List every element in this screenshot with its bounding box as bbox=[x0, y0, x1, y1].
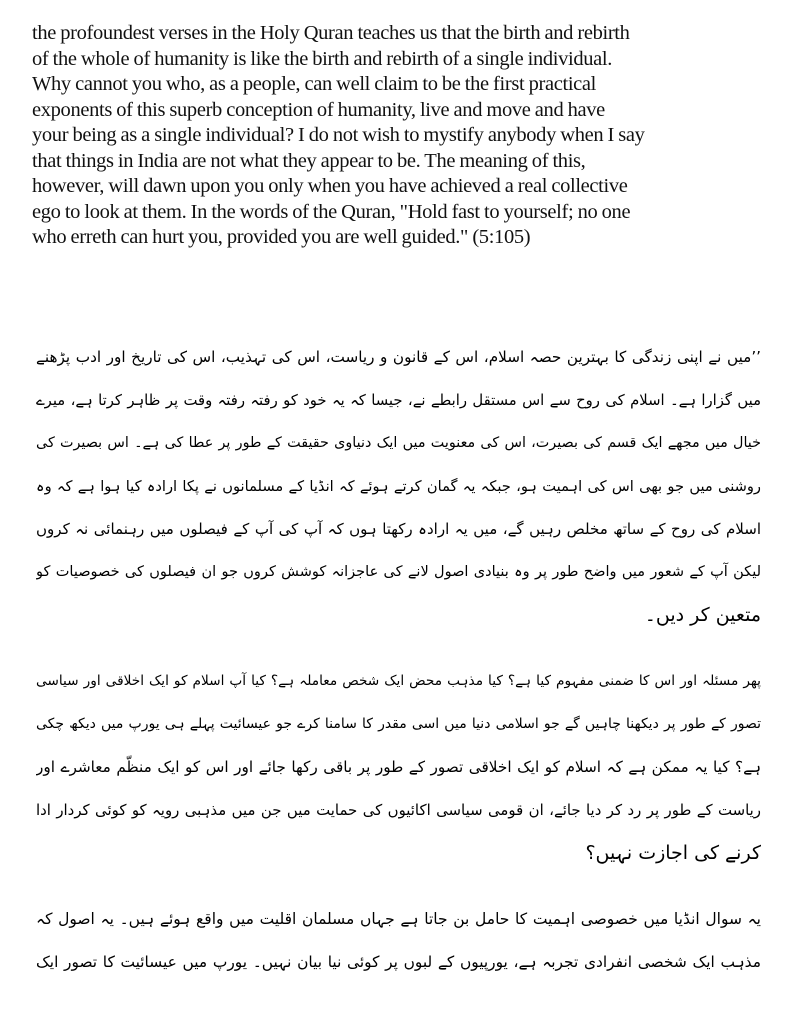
urdu-line: روشنی میں جو بھی اس کی اہمیت ہو، جبکہ یہ گمان کرتے ہوئے کہ انڈیا کے مسلمانوں نے پکا ارادہ کیا ہوا ہے کہ وہ bbox=[36, 478, 761, 495]
urdu-line: ہے؟ کیا یہ ممکن ہے کہ اسلام کو ایک اخلاقی تصور کے طور پر باقی رکھا جائے اور اس کو ایک منظّم معاشرے اور bbox=[36, 758, 761, 776]
english-line: your being as a single individual? I do not wish to mystify anybody when I say bbox=[32, 124, 645, 146]
english-line: ego to look at them. In the words of the Quran, "Hold fast to yourself; no one bbox=[32, 200, 631, 223]
urdu-line: ریاست کے طور پر رد کر دیا جائے، ان قومی سیاسی اکائیوں کی حمایت میں جن میں مذہبی رویہ کو کوئی کردار ادا bbox=[36, 801, 761, 819]
english-line: exponents of this superb conception of humanity, live and move and have bbox=[32, 98, 605, 121]
urdu-line: ’’میں نے اپنی زندگی کا بہترین حصہ اسلام، اس کے قانون و ریاست، اس کی تہذیب، اس کی تاریخ اور ادب پڑھنے bbox=[36, 348, 761, 366]
english-line: the profoundest verses in the Holy Quran teaches us that the birth and rebirth bbox=[32, 22, 630, 44]
urdu-line: پھر مسئلہ اور اس کا ضمنی مفہوم کیا ہے؟ کیا مذہب محض ایک شخص معاملہ ہے؟ کیا آپ اسلام کو ایک اخلاقی اور سیاسی bbox=[36, 673, 761, 689]
urdu-paragraph-2 bbox=[36, 660, 761, 875]
english-line: Why cannot you who, as a people, can well claim to be the first practical bbox=[32, 73, 597, 95]
english-line: who erreth can hurt you, provided you are well guided." (5:105) bbox=[32, 226, 531, 248]
urdu-line: مذہب ایک شخصی انفرادی تجربہ ہے، یورپیوں کے لبوں پر کوئی نیا بیان نہیں۔ یورپ میں عیسائیت کا تصور ایک bbox=[36, 953, 761, 971]
english-line: however, will dawn upon you only when you have achieved a real collective bbox=[32, 175, 628, 197]
urdu-line: متعین کر دیں۔ bbox=[644, 604, 761, 626]
urdu-line: لیکن آپ کے شعور میں واضح طور پر وہ بنیادی اصول لانے کی عاجزانہ کوشش کروں جو ان فیصلوں کی خصوصیات کو bbox=[36, 564, 761, 580]
urdu-line: کرنے کی اجازت نہیں؟ bbox=[585, 842, 761, 864]
urdu-line: اسلام کی روح کے ساتھ مخلص رہیں گے، میں یہ ارادہ رکھتا ہوں کہ آپ کی آپ کے فیصلوں میں رہنمائی نہ کروں bbox=[36, 520, 761, 538]
english-line: of the whole of humanity is like the birth and rebirth of a single individual. bbox=[32, 47, 612, 70]
urdu-line: یہ سوال انڈیا میں خصوصی اہمیت کا حامل بن جاتا ہے جہاں مسلمان اقلیت میں واقع ہوئے ہیں۔ یہ اصول کہ bbox=[36, 910, 761, 928]
english-line: that things in India are not what they appear to be. The meaning of this, bbox=[32, 149, 586, 172]
urdu-line: تصور کے طور پر دیکھنا چاہیں گے جو اسلامی دنیا میں اسی مقدر کا سامنا کرے جو عیسائیت پہلے ہی یورپ میں دیکھ چکی bbox=[36, 716, 761, 732]
english-paragraph bbox=[32, 21, 772, 251]
urdu-line: میں گزارا ہے۔ اسلام کی روح سے اس مستقل رابطے نے، جیسا کہ یہ خود کو رفتہ رفتہ وقت پر ظاہر کرتا ہے، میرے bbox=[36, 392, 761, 409]
urdu-line: خیال میں مجھے ایک قسم کی بصیرت، اس کی معنویت میں ایک دنیاوی حقیقت کے طور پر عطا کی ہے۔ اس بصیرت کی bbox=[36, 435, 761, 451]
urdu-paragraph-1 bbox=[36, 336, 761, 637]
urdu-paragraph-3 bbox=[36, 898, 761, 984]
